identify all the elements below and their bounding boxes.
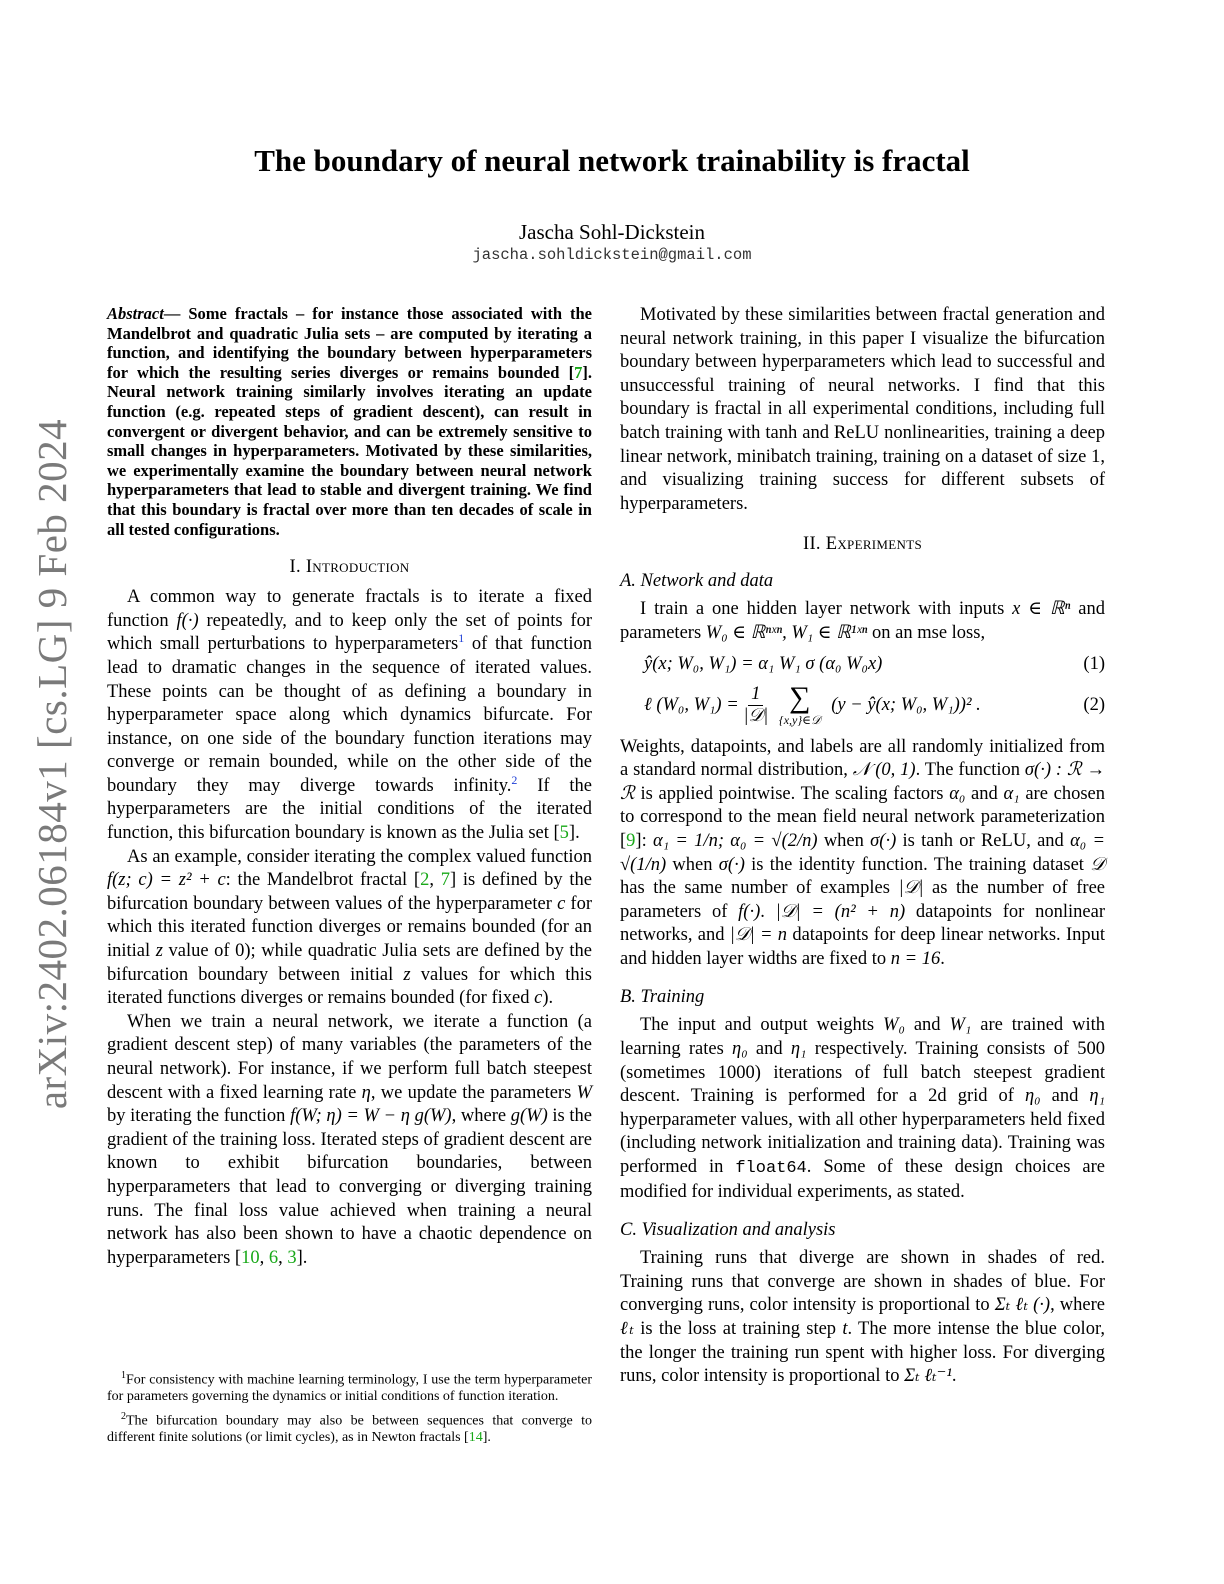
visualization-paragraph: Training runs that diverge are shown in shades of red. Training runs that converge are shown in shades of blue. For converging runs, color intensity is proportional to Σₜ ℓₜ (·), where ℓₜ is the loss at training step t. The more intense the blue color, the longer the training run spent with higher loss. For diverging runs, color intensity is proportional to Σₜ ℓₜ⁻¹. [620,1248,1105,1387]
arxiv-sidebar [28,418,76,1110]
motivation-paragraph: Motivated by these similarities between fractal generation and neural network training, in this paper I visualize the bifurcation boundary between hyperparameters which lead to successful and unsuccessful training of neural networks. I find that this boundary is fractal in all experimental conditions, including full batch training with tanh and ReLU nonlinearities, training a deep linear network, minibatch training, training on a dataset of size 1, and visualizing training success for different subsets of hyperparameters. [620,305,1106,514]
footnote-1: $^1$For consistency with machine learning terminology, I use the term hyperparameter for parameters governing the dynamics or initial conditions of function iteration. [107,1370,592,1405]
subsection-heading-visualization: C. Visualization and analysis [620,1220,836,1241]
citation-link[interactable]: 9 [626,830,636,851]
right-column [620,304,1105,1389]
paper-title: The boundary of neural network trainability is fractal [254,143,970,178]
citation-link[interactable]: 7 [440,870,450,891]
citation-link[interactable]: 2 [420,870,430,891]
section-heading-experiments: II. Experiments [803,534,922,555]
network-paragraph-2: Weights, datapoints, and labels are all randomly initialized from a standard normal distribution, 𝒩 (0, 1). The function σ(·) : ℛ → ℛ is applied pointwise. The scaling factors α₀ and α₁ are chosen to correspond to the mean field neural network parameterization [9]: α₁ = 1/n; α₀ = √(2/n) when σ(·) is tanh or ReLU, and α₀ = √(1/n) when σ(·) is the identity function. The training dataset 𝒟 has the same number of examples |𝒟| as the number of free parameters of f(·). |𝒟| = (n² + n) datapoints for nonlinear networks, and |𝒟| = n datapoints for deep linear networks. Input and hidden layer widths are fixed to n = 16. [620,736,1106,969]
author-email[interactable]: jascha.sohldickstein@gmail.com [472,246,752,264]
citation-link[interactable]: 14 [468,1429,483,1445]
training-paragraph: The input and output weights W₀ and W₁ are trained with learning rates η₀ and η₁ respectively. Training consists of 500 (sometimes 1000) iterations of full batch steepest gradient descent. Training is performed for a 2d grid of η₀ and η₁ hyperparameter values, with all other hyperparameters held fixed (including network initialization and training data). Training was performed in float64. Some of these design choices are modified for individual experiments, as stated. [620,1015,1106,1202]
intro-paragraph-1: A common way to generate fractals is to iterate a fixed function f(·) repeatedly, and to keep only the set of points for which small perturbations to hyperparameters$^1$ of that function lead to dramatic changes in the sequence of iterated values. These points can be thought of as defining a boundary in hyperparameter space along which dynamics bifurcate. For instance, on one side of the boundary function iterations may converge or remain bounded, while on the other side of the boundary they may diverge towards infinity.$^2$ If the hyperparameters are the initial conditions of the iterated function, this bifurcation boundary is known as the Julia set [5]. [107,587,593,844]
citation-link[interactable]: 5 [559,823,569,844]
equation-body: ℓ (W₀, W₁) = $\frac{1}{\text{|𝒟|}}$ ∑ {x,y}∈𝒟 (y − ŷ(x; W₀, W₁))² . [644,680,981,727]
fraction: $\frac{1}{\text{|𝒟|}}$ [743,684,769,726]
footnote-ref-1[interactable]: 1 [458,631,465,646]
footnote-ref-2[interactable]: 2 [511,772,518,787]
footnote-2: $^2$The bifurcation boundary may also be between sequences that converge to different finite solutions (or limit cycles), as in Newton fractals [14]. [107,1410,592,1445]
arxiv-id: arXiv:2402.06184v1 [cs.LG] 9 Feb 2024 [29,418,76,1110]
code-float64: float64 [735,1159,807,1179]
equation-number: (2) [1083,694,1105,715]
citation-link[interactable]: 10 [241,1247,260,1268]
citation-link[interactable]: 3 [287,1247,297,1268]
subsection-heading-training: B. Training [620,987,705,1008]
equation-1: ŷ(x; W₀, W₁) = α₁ W₁ σ (α₀ W₀x) (1) [644,653,1105,674]
subsection-heading-network: A. Network and data [620,571,774,592]
equation-2 [620,680,1105,728]
abstract-lead: Abstract [107,304,164,323]
abstract: Abstract— Some fractals – for instance those associated with the Mandelbrot and quadratic Julia sets – are computed by iterating a function, and identifying the boundary between hyperparameters for which the resulting series diverges or remains bounded [7]. Neural network training similarly involves iterating an update function (e.g. repeated steps of gradient descent), can result in convergent or divergent behavior, and can be extremely sensitive to small changes in hyperparameters. Motivated by these similarities, we experimentally examine the boundary between neural network hyperparameters that lead to stable and divergent training. We find that this boundary is fractal over more than ten decades of scale in all tested configurations. [107,304,592,539]
section-heading-introduction: I. Introduction [289,557,410,578]
equation-number: (1) [1083,653,1105,674]
left-column [107,304,592,1270]
network-paragraph-1: I train a one hidden layer network with inputs x ∈ ℝⁿ and parameters W₀ ∈ ℝⁿˣⁿ, W₁ ∈ ℝ¹ˣⁿ on an mse loss, [620,599,1105,643]
summation-symbol: ∑ {x,y}∈𝒟 [778,680,821,727]
intro-paragraph-2: As an example, consider iterating the complex valued function f(z; c) = z² + c: the Mandelbrot fractal [2, 7] is defined by the bifurcation boundary between values of the hyperparameter c for which this iterated function diverges or remains bounded (for an initial z value of 0); while quadratic Julia sets are defined by the bifurcation boundary between initial z values for which this iterated functions diverges or remains bounded (for fixed c). [107,846,593,1009]
citation-link[interactable]: 6 [268,1247,279,1268]
author-name: Jascha Sohl-Dickstein [518,220,706,244]
footnotes [107,1368,592,1449]
citation-link[interactable]: 7 [574,362,583,382]
intro-paragraph-3: When we train a neural network, we iterate a function (a gradient descent step) of many variables (the parameters of the neural network). For instance, if we perform full batch steepest descent with a fixed learning rate η, we update the parameters W by iterating the function f(W; η) = W − η g(W), where g(W) is the gradient of the training loss. Iterated steps of gradient descent are known to exhibit bifurcation boundaries, between hyperparameters that lead to converging or diverging training runs. The final loss value achieved when training a neural network has also been shown to have a chaotic dependence on hyperparameters [10, 6, 3]. [107,1011,593,1268]
